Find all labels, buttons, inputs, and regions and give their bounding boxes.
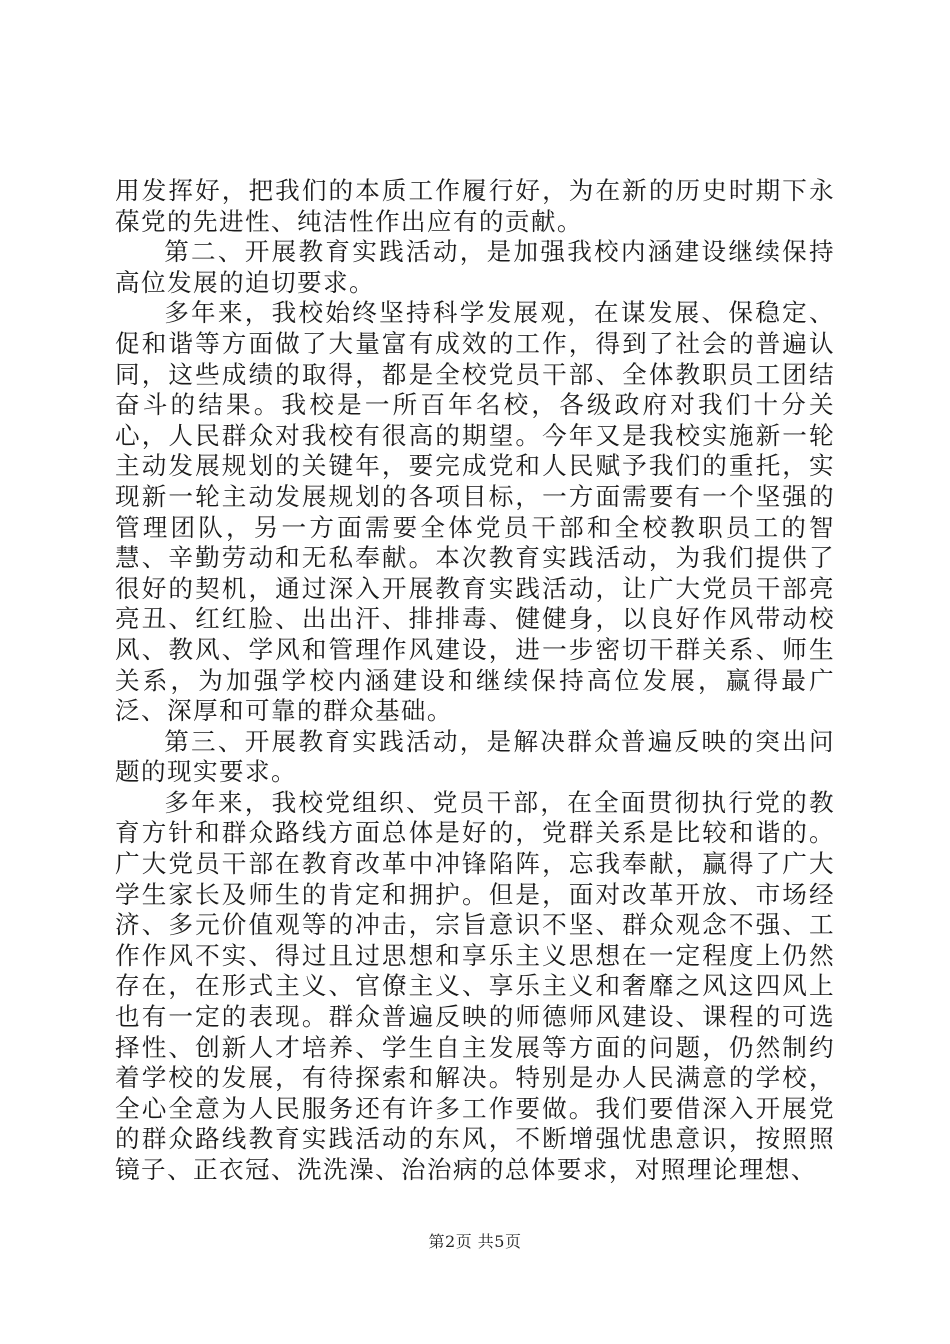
paragraph-continued-intro: 用发挥好，把我们的本质工作履行好，为在新的历史时期下永葆党的先进性、纯洁性作出应有的贡献。	[115, 176, 835, 236]
paragraph-heading-second: 第二、开展教育实践活动，是加强我校内涵建设继续保持高位发展的迫切要求。	[115, 237, 835, 297]
paragraph-body-second: 多年来，我校始终坚持科学发展观，在谋发展、保稳定、促和谐等方面做了大量富有成效的工作，得到了社会的普遍认同，这些成绩的取得，都是全校党员干部、全体教职员工团结奋斗的结果。我校是一所百年名校，各级政府对我们十分关心，人民群众对我校有很高的期望。今年又是我校实施新一轮主动发展规划的关键年，要完成党和人民赋予我们的重托，实现新一轮主动发展规划的各项目标，一方面需要有一个坚强的管理团队，另一方面需要全体党员干部和全校教职员工的智慧、辛勤劳动和无私奉献。本次教育实践活动，为我们提供了很好的契机，通过深入开展教育实践活动，让广大党员干部亮亮丑、红红脸、出出汗、排排毒、健健身，以良好作风带动校风、教风、学风和管理作风建设，进一步密切干群关系、师生关系，为加强学校内涵建设和继续保持高位发展，赢得最广泛、深厚和可靠的群众基础。	[115, 298, 835, 726]
paragraph-body-third: 多年来，我校党组织、党员干部，在全面贯彻执行党的教育方针和群众路线方面总体是好的，党群关系是比较和谐的。广大党员干部在教育改革中冲锋陷阵，忘我奉献，赢得了广大学生家长及师生的肯定和拥护。但是，面对改革开放、市场经济、多元价值观等的冲击，宗旨意识不坚、群众观念不强、工作作风不实、得过且过思想和享乐主义思想在一定程度上仍然存在，在形式主义、官僚主义、享乐主义和奢靡之风这四风上也有一定的表现。群众普遍反映的师德师风建设、课程的可选择性、创新人才培养、学生自主发展等方面的问题，仍然制约着学校的发展，有待探索和解决。特别是办人民满意的学校，全心全意为人民服务还有许多工作要做。我们要借深入开展党的群众路线教育实践活动的东风，不断增强忧患意识，按照照镜子、正衣冠、洗洗澡、治治病的总体要求，对照理论理想、	[115, 787, 835, 1184]
paragraph-heading-third: 第三、开展教育实践活动，是解决群众普遍反映的突出问题的现实要求。	[115, 726, 835, 787]
page-number-footer: 第2页 共5页	[428, 1232, 522, 1251]
document-body	[115, 176, 835, 1186]
